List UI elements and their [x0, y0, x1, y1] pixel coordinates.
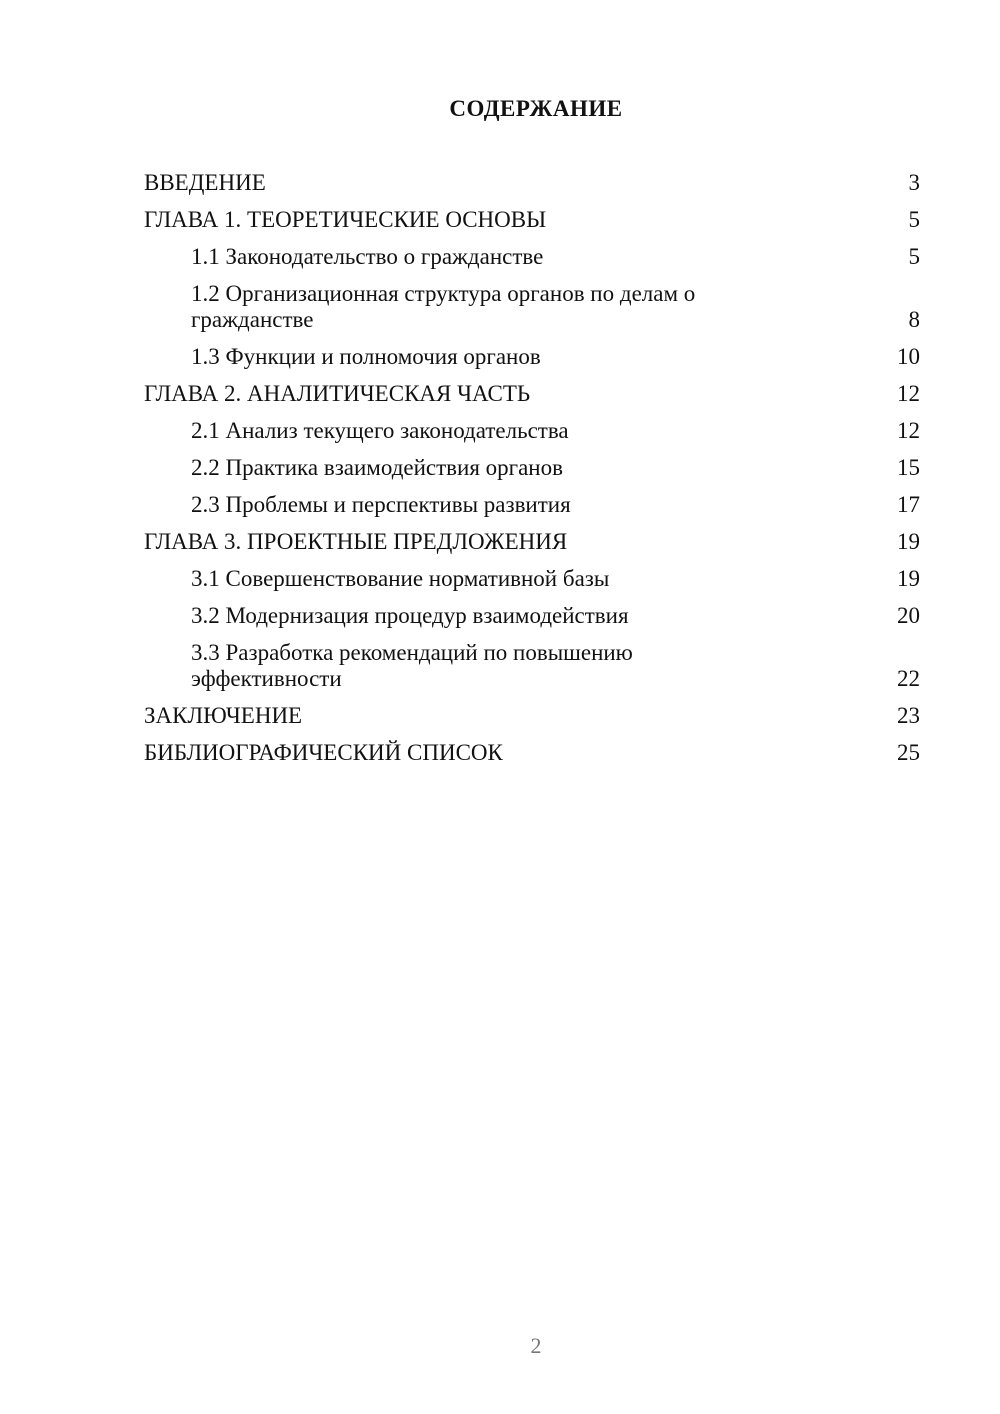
toc-entry-section-1-1[interactable]	[144, 244, 920, 281]
toc-entry-page: 3	[908, 170, 920, 195]
toc-entry-page: 19	[897, 566, 920, 591]
toc-entry-chapter-1[interactable]	[144, 207, 920, 244]
toc-entry-label: 3.2 Модернизация процедур взаимодействия	[191, 603, 629, 628]
toc-entry-section-1-3[interactable]	[144, 344, 920, 381]
toc-entry-label: 3.1 Совершенствование нормативной базы	[191, 566, 610, 591]
toc-entry-label: 2.3 Проблемы и перспективы развития	[191, 492, 571, 517]
toc-entry-label: БИБЛИОГРАФИЧЕСКИЙ СПИСОК	[144, 740, 503, 765]
toc-entry-section-2-2[interactable]	[144, 455, 920, 492]
toc-entry-chapter-3[interactable]	[144, 529, 920, 566]
toc-entry-page: 10	[897, 344, 920, 369]
toc-entry-page: 12	[897, 418, 920, 443]
toc-entry-section-1-2[interactable]	[144, 281, 920, 344]
toc-entry-label: 2.2 Практика взаимодействия органов	[191, 455, 563, 480]
toc-entry-page: 15	[897, 455, 920, 480]
toc-entry-label: 1.2 Организационная структура органов по делам о гражданстве	[191, 281, 696, 332]
toc-entry-page: 19	[897, 529, 920, 554]
toc-entry-label: ГЛАВА 3. ПРОЕКТНЫЕ ПРЕДЛОЖЕНИЯ	[144, 529, 568, 554]
toc-entry-page: 17	[897, 492, 920, 517]
toc-entry-label: ГЛАВА 1. ТЕОРЕТИЧЕСКИЕ ОСНОВЫ	[144, 207, 547, 232]
toc-entry-label: ВВЕДЕНИЕ	[144, 170, 266, 195]
toc-entry-section-3-1[interactable]	[144, 566, 920, 603]
toc-entry-page: 5	[908, 207, 920, 232]
toc-entry-label: 2.1 Анализ текущего законодательства	[191, 418, 569, 443]
toc-entry-section-2-3[interactable]	[144, 492, 920, 529]
toc-entry-page: 25	[897, 740, 920, 765]
page-number: 2	[530, 1333, 542, 1358]
toc-entry-bibliography[interactable]	[144, 740, 920, 777]
toc-entry-page: 5	[908, 244, 920, 269]
toc-entry-section-2-1[interactable]	[144, 418, 920, 455]
toc-entry-label: 1.1 Законодательство о гражданстве	[191, 244, 544, 269]
toc-entry-chapter-2[interactable]	[144, 381, 920, 418]
toc-entry-label: ЗАКЛЮЧЕНИЕ	[144, 703, 303, 728]
toc-entry-label: 1.3 Функции и полномочия органов	[191, 344, 541, 369]
toc-entry-section-3-3[interactable]	[144, 640, 920, 703]
toc-entry-introduction[interactable]	[144, 170, 920, 207]
table-of-contents	[144, 170, 920, 777]
toc-entry-page: 8	[908, 307, 920, 332]
toc-entry-label: 3.3 Разработка рекомендаций по повышению эффективности	[191, 640, 633, 691]
page-title: СОДЕРЖАНИЕ	[449, 96, 623, 121]
toc-entry-section-3-2[interactable]	[144, 603, 920, 640]
toc-entry-page: 22	[897, 666, 920, 691]
toc-entry-page: 12	[897, 381, 920, 406]
toc-entry-conclusion[interactable]	[144, 703, 920, 740]
toc-entry-page: 20	[897, 603, 920, 628]
toc-entry-label: ГЛАВА 2. АНАЛИТИЧЕСКАЯ ЧАСТЬ	[144, 381, 531, 406]
toc-entry-page: 23	[897, 703, 920, 728]
